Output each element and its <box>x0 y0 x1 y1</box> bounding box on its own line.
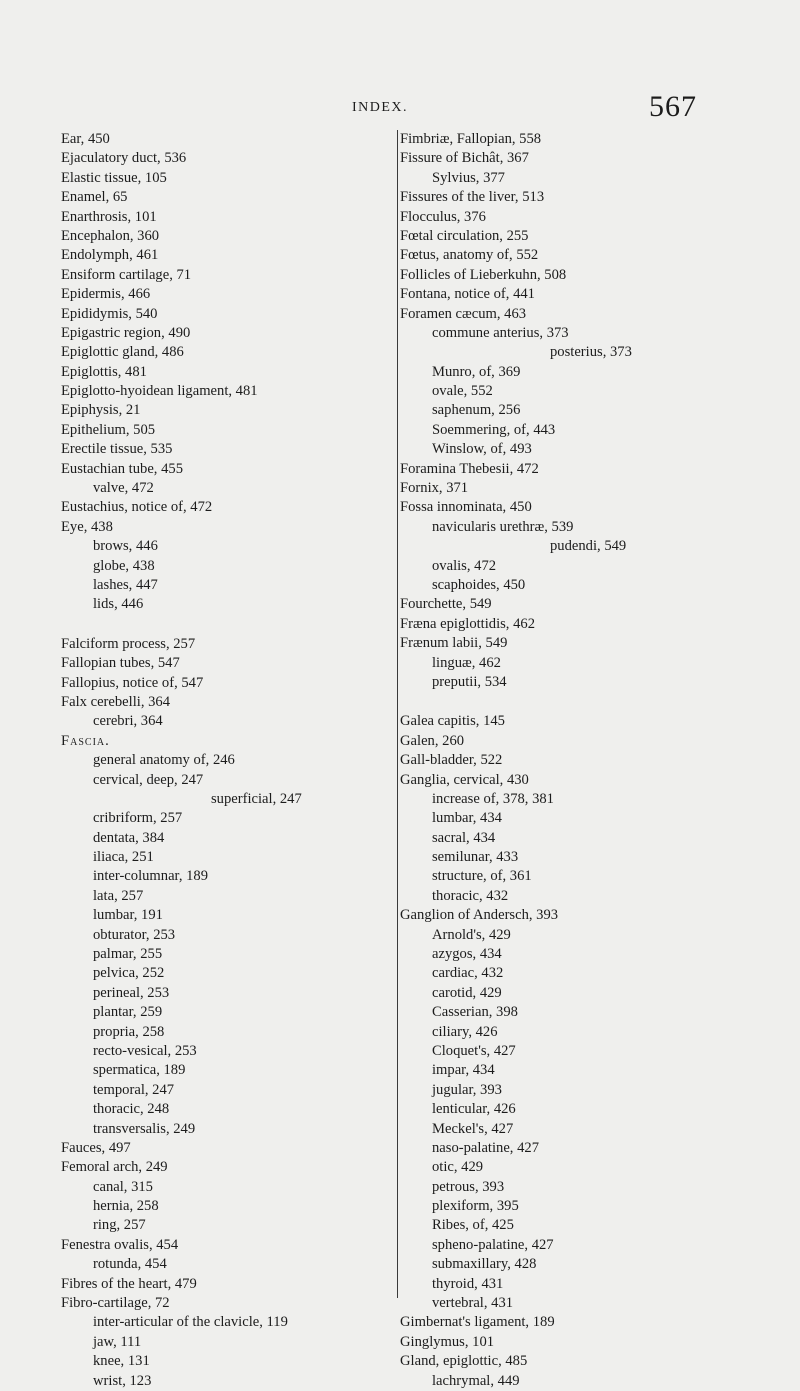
index-entry: Ensiform cartilage, 71 <box>61 266 192 283</box>
index-entry: Gimbernat's ligament, 189 <box>400 1314 555 1331</box>
index-subentry: inter-articular of the clavicle, 119 <box>93 1314 288 1331</box>
index-subentry: perineal, 253 <box>93 984 170 1001</box>
index-entry: Galen, 260 <box>400 732 465 749</box>
index-subentry: obturator, 253 <box>93 926 176 943</box>
index-subentry: temporal, 247 <box>93 1081 175 1098</box>
index-subentry: naso-palatine, 427 <box>432 1139 539 1156</box>
index-entry: Endolymph, 461 <box>61 247 159 264</box>
index-subentry: commune anterius, 373 <box>432 324 569 341</box>
index-subentry: sacral, 434 <box>432 829 496 846</box>
index-subentry: thyroid, 431 <box>432 1275 504 1292</box>
index-subentry: propria, 258 <box>93 1023 165 1040</box>
index-subentry: lata, 257 <box>93 887 144 904</box>
index-entry: Epiglotto-hyoidean ligament, 481 <box>61 383 258 400</box>
index-entry: Epiphysis, 21 <box>61 402 141 419</box>
index-subentry: globe, 438 <box>93 557 155 574</box>
index-subentry: inter-columnar, 189 <box>93 868 209 885</box>
index-subentry: plexiform, 395 <box>432 1198 519 1215</box>
index-entry: Fibro-cartilage, 72 <box>61 1295 170 1312</box>
index-entry: Fontana, notice of, 441 <box>400 286 535 303</box>
index-subentry: cribriform, 257 <box>93 810 183 827</box>
page-number: 567 <box>649 90 697 123</box>
index-entry: Falciform process, 257 <box>61 635 196 652</box>
index-entry: Erectile tissue, 535 <box>61 441 173 458</box>
index-subentry: scaphoides, 450 <box>432 576 526 593</box>
index-subentry: linguæ, 462 <box>432 654 501 671</box>
index-subentry: rotunda, 454 <box>93 1256 167 1273</box>
index-entry: Falx cerebelli, 364 <box>61 693 171 710</box>
index-subentry: lenticular, 426 <box>432 1101 516 1118</box>
index-entry: Foramen cæcum, 463 <box>400 305 527 322</box>
index-subentry: spheno-palatine, 427 <box>432 1236 554 1253</box>
index-entry: Fimbriæ, Fallopian, 558 <box>400 131 542 147</box>
index-subentry: superficial, 247 <box>211 790 302 807</box>
index-subentry: knee, 131 <box>93 1353 150 1370</box>
index-subentry: Meckel's, 427 <box>432 1120 514 1137</box>
index-subentry: lumbar, 434 <box>432 810 502 827</box>
column-divider <box>397 130 398 1298</box>
index-entry: Eye, 438 <box>61 518 113 535</box>
index-subentry: Ribes, of, 425 <box>432 1217 514 1234</box>
index-subentry: thoracic, 432 <box>432 887 509 904</box>
index-entry: Encephalon, 360 <box>61 227 160 244</box>
index-subentry: cardiac, 432 <box>432 965 504 982</box>
index-subentry: saphenum, 256 <box>432 402 521 419</box>
index-entry: Epiglottic gland, 486 <box>61 344 184 361</box>
index-subentry: general anatomy of, 246 <box>93 752 235 769</box>
index-subentry: preputii, 534 <box>432 673 507 690</box>
index-subentry: canal, 315 <box>93 1178 153 1195</box>
index-entry: Ejaculatory duct, 536 <box>61 150 187 167</box>
index-subentry: vertebral, 431 <box>432 1295 514 1312</box>
index-subentry: Arnold's, 429 <box>432 926 511 943</box>
index-subentry: Sylvius, 377 <box>432 169 505 186</box>
index-subentry: transversalis, 249 <box>93 1120 196 1137</box>
index-subentry: otic, 429 <box>432 1159 484 1176</box>
index-entry: Galea capitis, 145 <box>400 713 505 730</box>
index-subentry: pudendi, 549 <box>550 538 627 555</box>
index-entry: Fauces, 497 <box>61 1139 131 1156</box>
index-entry: Fornix, 371 <box>400 480 469 497</box>
index-column-right <box>400 130 720 1391</box>
section-gap <box>400 692 720 712</box>
index-subentry: jaw, 111 <box>93 1333 142 1350</box>
index-entry: Gall-bladder, 522 <box>400 752 503 769</box>
index-entry: Fœtal circulation, 255 <box>400 227 529 244</box>
section-gap <box>61 615 391 635</box>
index-subentry: ring, 257 <box>93 1217 146 1234</box>
index-entry: Eustachian tube, 455 <box>61 460 183 477</box>
index-entry: Fourchette, 549 <box>400 596 492 613</box>
index-entry: Epididymis, 540 <box>61 305 158 322</box>
index-subentry: ovale, 552 <box>432 383 493 400</box>
index-subentry: thoracic, 248 <box>93 1101 170 1118</box>
index-entry: Femoral arch, 249 <box>61 1159 168 1176</box>
index-subentry: Soemmering, of, 443 <box>432 421 556 438</box>
index-subentry: spermatica, 189 <box>93 1062 186 1079</box>
index-subentry: ovalis, 472 <box>432 557 497 574</box>
index-subentry: Munro, of, 369 <box>432 363 521 380</box>
index-subentry: lashes, 447 <box>93 576 158 593</box>
index-subentry: impar, 434 <box>432 1062 495 1079</box>
index-entry: Elastic tissue, 105 <box>61 169 167 186</box>
index-subentry: cervical, deep, 247 <box>93 771 204 788</box>
page-header <box>0 90 800 123</box>
index-subentry: structure, of, 361 <box>432 868 532 885</box>
index-subentry: pelvica, 252 <box>93 965 165 982</box>
index-entry: Fascia. <box>61 732 110 749</box>
index-subentry: increase of, 378, 381 <box>432 790 554 807</box>
index-subentry: carotid, 429 <box>432 984 502 1001</box>
index-entry: Fallopius, notice of, 547 <box>61 674 204 691</box>
index-entry: Fallopian tubes, 547 <box>61 655 180 672</box>
index-subentry: dentata, 384 <box>93 829 165 846</box>
index-subentry: recto-vesical, 253 <box>93 1042 197 1059</box>
index-entry: Eustachius, notice of, 472 <box>61 499 213 516</box>
index-subentry: Winslow, of, 493 <box>432 441 532 458</box>
index-subentry: azygos, 434 <box>432 946 502 963</box>
index-entry: Ganglion of Andersch, 393 <box>400 907 559 924</box>
index-subentry: cerebri, 364 <box>93 713 163 730</box>
index-entry: Ginglymus, 101 <box>400 1333 495 1350</box>
index-entry: Follicles of Lieberkuhn, 508 <box>400 266 567 283</box>
index-entry: Foramina Thebesii, 472 <box>400 460 539 477</box>
index-subentry: navicularis urethræ, 539 <box>432 518 574 535</box>
index-subentry: lids, 446 <box>93 596 144 613</box>
index-column-left <box>61 130 391 1391</box>
index-subentry: semilunar, 433 <box>432 849 519 866</box>
index-entry: Frænum labii, 549 <box>400 635 508 652</box>
index-subentry: palmar, 255 <box>93 946 163 963</box>
index-entry: Ear, 450 <box>61 131 110 147</box>
index-entry: Fræna epiglottidis, 462 <box>400 615 535 632</box>
index-subentry: iliaca, 251 <box>93 849 154 866</box>
index-subentry: lachrymal, 449 <box>432 1372 520 1389</box>
index-entry: Epiglottis, 481 <box>61 363 147 380</box>
index-subentry: lumbar, 191 <box>93 907 163 924</box>
index-entry: Fissures of the liver, 513 <box>400 189 545 206</box>
index-entry: Fœtus, anatomy of, 552 <box>400 247 539 264</box>
index-entry: Fossa innominata, 450 <box>400 499 532 516</box>
index-subentry: petrous, 393 <box>432 1178 505 1195</box>
index-entry: Epigastric region, 490 <box>61 324 191 341</box>
index-entry: Epidermis, 466 <box>61 286 151 303</box>
index-subentry: posterius, 373 <box>550 344 632 361</box>
index-entry: Fibres of the heart, 479 <box>61 1275 197 1292</box>
index-subentry: plantar, 259 <box>93 1004 163 1021</box>
running-title: INDEX. <box>352 100 409 115</box>
index-entry: Ganglia, cervical, 430 <box>400 771 529 788</box>
index-entry: Flocculus, 376 <box>400 208 486 225</box>
index-subentry: valve, 472 <box>93 480 154 497</box>
index-entry: Enamel, 65 <box>61 189 128 206</box>
index-entry: Gland, epiglottic, 485 <box>400 1353 528 1370</box>
index-entry: Fenestra ovalis, 454 <box>61 1236 179 1253</box>
index-subentry: wrist, 123 <box>93 1372 152 1389</box>
index-subentry: hernia, 258 <box>93 1198 159 1215</box>
index-entry: Epithelium, 505 <box>61 421 156 438</box>
index-subentry: jugular, 393 <box>432 1081 502 1098</box>
index-subentry: ciliary, 426 <box>432 1023 498 1040</box>
index-subentry: Cloquet's, 427 <box>432 1042 516 1059</box>
index-subentry: Casserian, 398 <box>432 1004 518 1021</box>
index-entry: Enarthrosis, 101 <box>61 208 157 225</box>
index-subentry: submaxillary, 428 <box>432 1256 537 1273</box>
index-entry: Fissure of Bichât, 367 <box>400 150 529 167</box>
index-subentry: brows, 446 <box>93 538 158 555</box>
